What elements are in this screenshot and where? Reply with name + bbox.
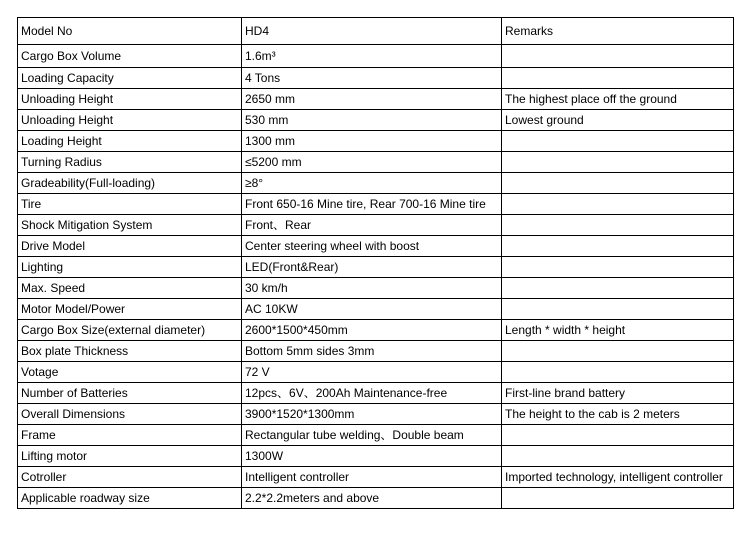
- table-row: [18, 173, 734, 194]
- table-row: [18, 341, 734, 362]
- spec-remark: [502, 152, 734, 173]
- spec-label: Cargo Box Size(external diameter): [18, 320, 242, 341]
- spec-label: Lighting: [18, 257, 242, 278]
- spec-label: Box plate Thickness: [18, 341, 242, 362]
- table-row: [18, 467, 734, 488]
- header-cell-remarks: Remarks: [502, 18, 734, 45]
- spec-value: 2650 mm: [242, 89, 502, 110]
- table-row: [18, 236, 734, 257]
- spec-label: Turning Radius: [18, 152, 242, 173]
- spec-remark: [502, 257, 734, 278]
- table-row: [18, 299, 734, 320]
- table-row: [18, 152, 734, 173]
- spec-remark: [502, 299, 734, 320]
- spec-label: Tire: [18, 194, 242, 215]
- spec-value: 12pcs、6V、200Ah Maintenance-free: [242, 383, 502, 404]
- table-row: [18, 362, 734, 383]
- spec-remark: Lowest ground: [502, 110, 734, 131]
- spec-value: Intelligent controller: [242, 467, 502, 488]
- spec-value: Bottom 5mm sides 3mm: [242, 341, 502, 362]
- spec-value: 530 mm: [242, 110, 502, 131]
- spec-remark: The height to the cab is 2 meters: [502, 404, 734, 425]
- spec-remark: [502, 173, 734, 194]
- spec-label: Votage: [18, 362, 242, 383]
- spec-label: Cotroller: [18, 467, 242, 488]
- table-row: [18, 45, 734, 68]
- spec-label: Gradeability(Full-loading): [18, 173, 242, 194]
- spec-remark: Length * width * height: [502, 320, 734, 341]
- spec-remark: Imported technology, intelligent controller: [502, 467, 734, 488]
- table-row: [18, 446, 734, 467]
- spec-value: Center steering wheel with boost: [242, 236, 502, 257]
- spec-value: Front、Rear: [242, 215, 502, 236]
- spec-value: AC 10KW: [242, 299, 502, 320]
- spec-remark: [502, 278, 734, 299]
- spec-label: Frame: [18, 425, 242, 446]
- spec-value: 2.2*2.2meters and above: [242, 488, 502, 509]
- header-cell-model-no: Model No: [18, 18, 242, 45]
- spec-remark: The highest place off the ground: [502, 89, 734, 110]
- spec-value: Front 650-16 Mine tire, Rear 700-16 Mine tire: [242, 194, 502, 215]
- spec-value: LED(Front&Rear): [242, 257, 502, 278]
- table-row: [18, 215, 734, 236]
- spec-remark: [502, 215, 734, 236]
- spec-remark: [502, 488, 734, 509]
- table-row: [18, 89, 734, 110]
- table-row: [18, 68, 734, 89]
- table-row: [18, 194, 734, 215]
- spec-label: Overall Dimensions: [18, 404, 242, 425]
- spec-value: 1300 mm: [242, 131, 502, 152]
- table-row: [18, 278, 734, 299]
- spec-value: 4 Tons: [242, 68, 502, 89]
- spec-remark: [502, 131, 734, 152]
- spec-label: Number of Batteries: [18, 383, 242, 404]
- table-row: [18, 110, 734, 131]
- spec-value: ≥8°: [242, 173, 502, 194]
- spec-label: Cargo Box Volume: [18, 45, 242, 68]
- header-row: [18, 18, 734, 45]
- spec-value: 3900*1520*1300mm: [242, 404, 502, 425]
- table-row: [18, 404, 734, 425]
- spec-label: Max. Speed: [18, 278, 242, 299]
- spec-label: Lifting motor: [18, 446, 242, 467]
- spec-remark: [502, 68, 734, 89]
- table-row: [18, 383, 734, 404]
- spec-remark: [502, 45, 734, 68]
- table-row: [18, 131, 734, 152]
- spec-remark: [502, 341, 734, 362]
- spec-remark: [502, 446, 734, 467]
- spec-remark: [502, 425, 734, 446]
- table-row: [18, 488, 734, 509]
- spec-label: Unloading Height: [18, 110, 242, 131]
- spec-label: Drive Model: [18, 236, 242, 257]
- spec-remark: [502, 194, 734, 215]
- spec-value: 30 km/h: [242, 278, 502, 299]
- spec-remark: [502, 362, 734, 383]
- spec-value: Rectangular tube welding、Double beam: [242, 425, 502, 446]
- spec-value: 72 V: [242, 362, 502, 383]
- spec-label: Unloading Height: [18, 89, 242, 110]
- spec-remark: First-line brand battery: [502, 383, 734, 404]
- table-row: [18, 320, 734, 341]
- spec-value: 2600*1500*450mm: [242, 320, 502, 341]
- spec-label: Shock Mitigation System: [18, 215, 242, 236]
- spec-label: Loading Height: [18, 131, 242, 152]
- spec-label: Loading Capacity: [18, 68, 242, 89]
- spec-label: Motor Model/Power: [18, 299, 242, 320]
- spec-table-body: [18, 18, 734, 509]
- spec-label: Applicable roadway size: [18, 488, 242, 509]
- table-row: [18, 257, 734, 278]
- spec-table: [17, 17, 734, 509]
- header-cell-model-value: HD4: [242, 18, 502, 45]
- spec-value: ≤5200 mm: [242, 152, 502, 173]
- table-row: [18, 425, 734, 446]
- spec-value: 1.6m³: [242, 45, 502, 68]
- spec-value: 1300W: [242, 446, 502, 467]
- spec-remark: [502, 236, 734, 257]
